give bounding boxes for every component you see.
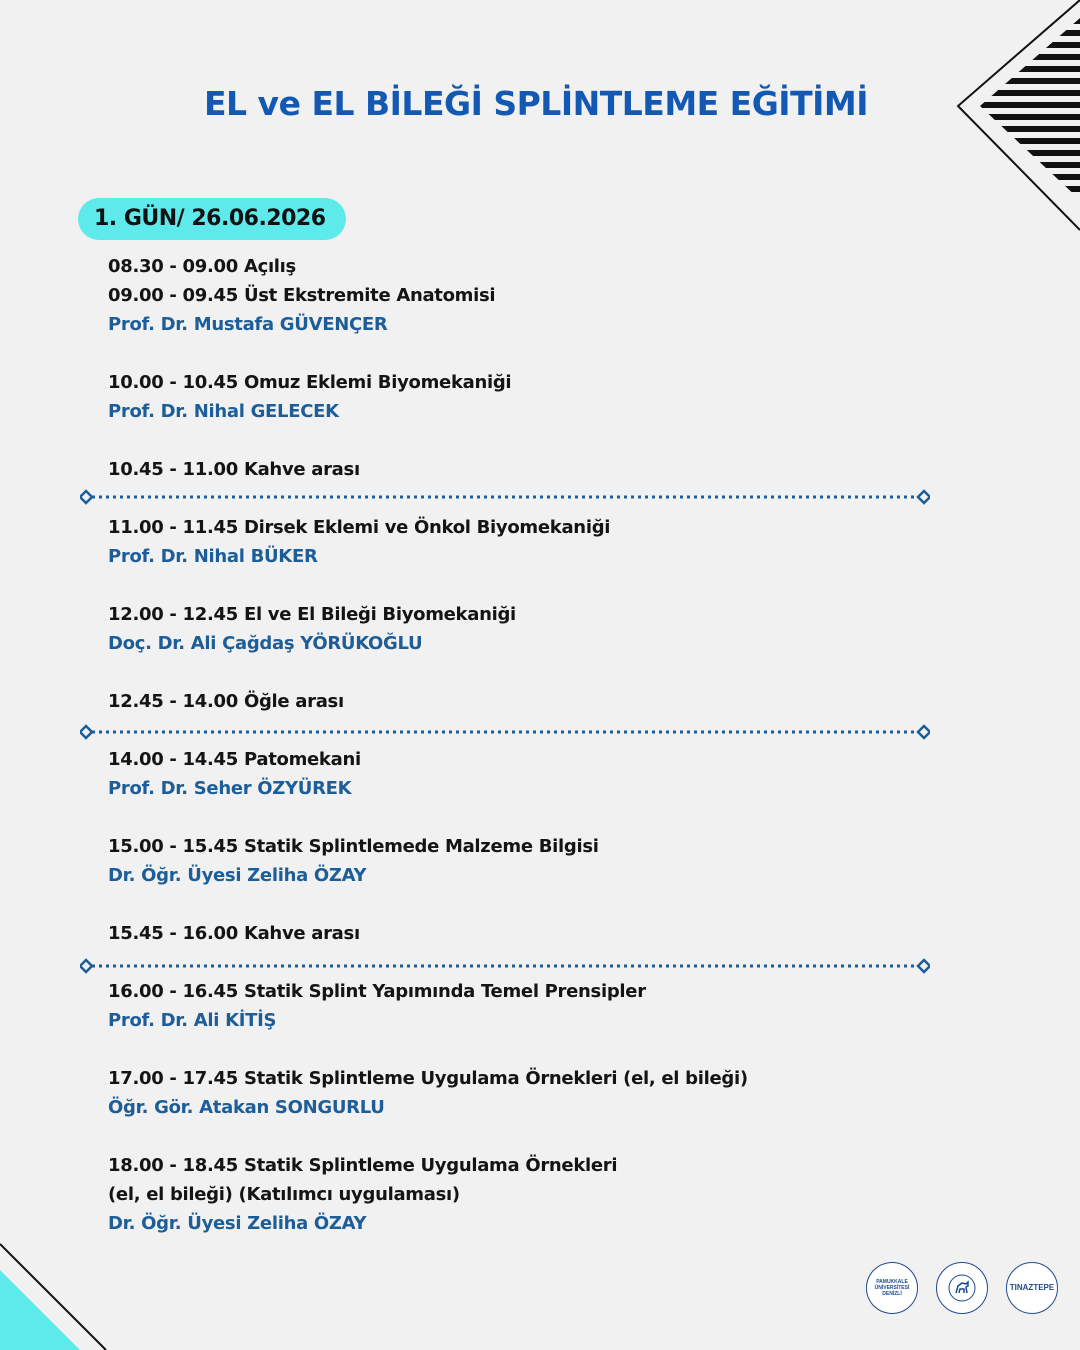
diamond-icon (80, 491, 92, 503)
diamond-icon (918, 960, 930, 972)
speaker-name: Dr. Öğr. Üyesi Zeliha ÖZAY (108, 865, 367, 886)
diamond-icon (918, 491, 930, 503)
partner-logos (866, 1262, 1058, 1314)
session-line: 08.30 - 09.00 Açılış (108, 256, 296, 277)
session-line: 11.00 - 11.45 Dirsek Eklemi ve Önkol Biyomekaniği (108, 517, 611, 538)
session-line: 15.00 - 15.45 Statik Splintlemede Malzeme Bilgisi (108, 836, 599, 857)
pamukkale-university-logo-icon (866, 1262, 918, 1314)
session-line: 15.45 - 16.00 Kahve arası (108, 923, 360, 944)
logo-text: TINAZTEPE (1009, 1283, 1055, 1292)
speaker-name: Prof. Dr. Mustafa GÜVENÇER (108, 314, 388, 335)
page-title: EL ve EL BİLEĞİ SPLİNTLEME EĞİTİMİ (204, 84, 868, 123)
day-date-badge: 1. GÜN/ 26.06.2026 (78, 198, 346, 240)
session-line: 12.00 - 12.45 El ve El Bileği Biyomekaniği (108, 604, 516, 625)
session-line: 17.00 - 17.45 Statik Splintleme Uygulama Örnekleri (el, el bileği) (108, 1068, 748, 1089)
horse-icon (947, 1273, 977, 1303)
tinaztepe-university-logo-icon (1006, 1262, 1058, 1314)
speaker-name: Prof. Dr. Nihal BÜKER (108, 546, 318, 567)
session-line: 16.00 - 16.45 Statik Splint Yapımında Temel Prensipler (108, 981, 646, 1002)
speaker-name: Doç. Dr. Ali Çağdaş YÖRÜKOĞLU (108, 633, 423, 654)
logo-text: PAMUKKALE ÜNİVERSİTESİ DENİZLİ (874, 1279, 910, 1297)
diamond-icon (80, 960, 92, 972)
corner-triangle-decoration (0, 1238, 112, 1350)
session-line: 12.45 - 14.00 Öğle arası (108, 691, 344, 712)
speaker-name: Prof. Dr. Seher ÖZYÜREK (108, 778, 352, 799)
horse-emblem-logo-icon (936, 1262, 988, 1314)
speaker-name: Dr. Öğr. Üyesi Zeliha ÖZAY (108, 1213, 367, 1234)
dotted-divider (80, 724, 930, 740)
speaker-name: Prof. Dr. Nihal GELECEK (108, 401, 339, 422)
session-line: 18.00 - 18.45 Statik Splintleme Uygulama Örnekleri (108, 1155, 618, 1176)
dotted-divider (80, 958, 930, 974)
speaker-name: Öğr. Gör. Atakan SONGURLU (108, 1097, 385, 1118)
session-line: 10.00 - 10.45 Omuz Eklemi Biyomekaniği (108, 372, 512, 393)
session-line: 10.45 - 11.00 Kahve arası (108, 459, 360, 480)
session-line: 14.00 - 14.45 Patomekani (108, 749, 361, 770)
diamond-icon (918, 726, 930, 738)
session-line: 09.00 - 09.45 Üst Ekstremite Anatomisi (108, 285, 496, 306)
speaker-name: Prof. Dr. Ali KİTİŞ (108, 1010, 277, 1031)
diamond-icon (80, 726, 92, 738)
dotted-divider (80, 489, 930, 505)
session-line: (el, el bileği) (Katılımcı uygulaması) (108, 1184, 460, 1205)
